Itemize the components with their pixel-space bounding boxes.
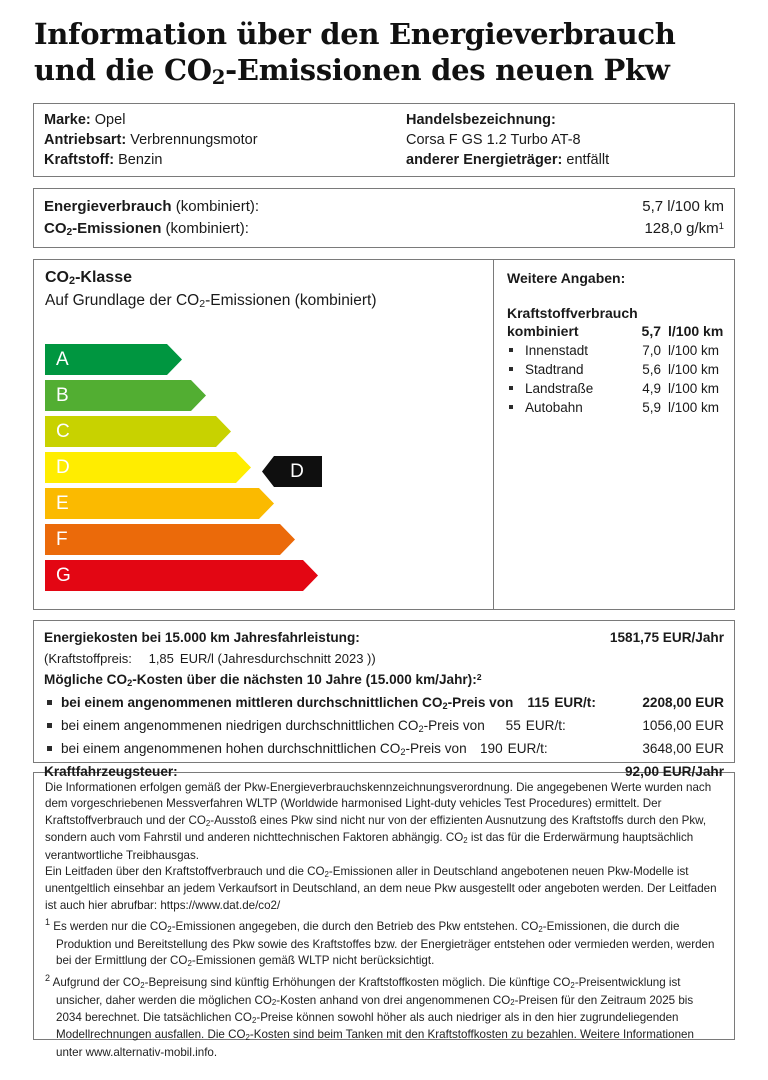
scenario-price: 190 (479, 741, 503, 756)
energy-cost-value: 1581,75 EUR/Jahr (609, 630, 724, 645)
handelsbezeichnung-value: Corsa F GS 1.2 Turbo AT-8 (406, 132, 581, 148)
antriebsart-label: Antriebsart: (44, 132, 127, 148)
handelsbezeichnung-label-row (406, 110, 734, 130)
consumption-summary-box (33, 188, 735, 248)
co2-cost-scenario-1 (44, 692, 724, 715)
co2-emissions-label: $CO_2$-Emissionen (kombiniert): (44, 220, 249, 239)
band-letter: E (56, 493, 69, 514)
consumption-row-value: 4,9 (642, 381, 661, 396)
consumption-row-name: Stadtrand (507, 360, 625, 379)
co2-cost-scenario-2 (44, 715, 724, 738)
scenario-price: 115 (527, 695, 550, 710)
co2-emissions-value: 128,0 $g/km^1$ (644, 220, 724, 237)
marke-label: Marke: (44, 112, 91, 128)
band-letter: F (56, 529, 68, 550)
co2-class-block (33, 259, 735, 610)
energy-cost-label: Energiekosten bei 15.000 km Jahresfahrleistung: (44, 630, 360, 645)
consumption-row-name: Landstraße (507, 379, 625, 398)
scenario-text: bei einem angenommenen niedrigen durchschnittlichen $CO_2$-Preis von 55 EUR/t: (44, 715, 566, 738)
kraftstoff-label: Kraftstoff: (44, 152, 115, 168)
consumption-row-innenstadt (507, 341, 734, 360)
vehicle-identity-box (33, 103, 735, 177)
antriebsart-value: Verbrennungsmotor (130, 132, 258, 148)
scenario-amount: 2208,00 EUR (642, 695, 724, 710)
co2-class-band-g (45, 560, 345, 591)
consumption-row-value: 5,6 (642, 362, 661, 377)
handelsbezeichnung-value-row (406, 130, 734, 150)
co2-costs-heading: Mögliche $CO_2$-Kosten über die nächsten 10 Jahre (15.000 km/Jahr):$^2$ (44, 672, 482, 689)
co2-class-band-b (45, 380, 345, 411)
band-arrow-shape (45, 560, 318, 591)
consumption-row-value: 5,9 (642, 400, 661, 415)
scenario-text: bei einem angenommenen hohen durchschnittlichen $CO_2$-Preis von 190 EUR/t: (44, 738, 548, 761)
co2-cost-scenario-3 (44, 738, 724, 761)
consumption-row-name: kombiniert (507, 323, 579, 339)
consumption-row-autobahn (507, 398, 734, 417)
consumption-row-stadtrand (507, 360, 734, 379)
consumption-row-unit: l/100 km (668, 381, 720, 396)
marke-value: Opel (94, 112, 126, 128)
band-arrow-shape (45, 380, 206, 411)
co2-emissions-row (44, 218, 724, 242)
co2-class-band-e (45, 488, 345, 519)
energy-consumption-label: Energieverbrauch (kombiniert): (44, 198, 260, 215)
consumption-row-unit: l/100 km (668, 362, 720, 377)
co2-class-scale-panel (34, 260, 493, 609)
costs-box (33, 620, 735, 779)
consumption-row-name: Autobahn (507, 398, 625, 417)
consumption-row-name: Innenstadt (507, 341, 625, 360)
note-paragraph-1: Die Informationen erfolgen gemäß der Pkw-Energieverbrauchskennzeichnungsverordnung. Die angegebenen Werte wurden nach dem vorgeschriebenen Messverfahren WLTP (Worldwide harmonised Light-duty vehicles Test Procedures) ermittelt. Der Kraftstoffverbrauch und der $CO_2$-Ausstoß eines Pkw sind nicht nur von der effizienten Ausnutzung des Kraftstoffs durch den Pkw, sondern auch vom Fahrstil und anderen nichttechnischen Faktoren abhängig. $CO_2$ ist das für die Erderwärmung hauptsächlich verantwortliche Treibhausgas. (45, 781, 712, 862)
note-paragraph-2: Ein Leitfaden über den Kraftstoffverbrauch und die $CO_2$-Emissionen aller in Deutschland angebotenen neuen Pkw-Modelle ist unentgeltlich einsehbar an jedem Verkaufsort in Deutschland, an dem neue Pkw ausgestellt oder angeboten werden. Der Leitfaden ist auch hier abrufbar: https://www.dat.de/co2/ (45, 865, 717, 912)
energy-consumption-value: 5,7 l/100 km (642, 198, 724, 215)
anderer-energietraeger-value: entfällt (566, 152, 610, 168)
kraftstoff-row (44, 150, 384, 170)
band-letter: C (56, 421, 70, 442)
weitere-angaben-panel (493, 260, 734, 609)
consumption-row-value: 5,7 (641, 323, 661, 339)
marke-row (44, 110, 384, 130)
consumption-row-unit: l/100 km (668, 400, 720, 415)
consumption-row-value: 7,0 (642, 343, 661, 358)
kraftstoffverbrauch-rows (507, 322, 734, 417)
band-arrow-shape (45, 452, 251, 483)
energy-cost-row (44, 627, 724, 648)
anderer-energietraeger-label: anderer Energieträger: (406, 152, 563, 168)
scenario-unit: EUR/t: (525, 718, 566, 733)
identity-right-column (384, 110, 734, 176)
co2-class-band-a (45, 344, 345, 375)
fuel-price-row (44, 648, 724, 669)
co2-class-subheading: Auf Grundlage der $CO_2$-Emissionen (kombiniert) (45, 292, 377, 311)
handelsbezeichnung-label: Handelsbezeichnung: (406, 112, 556, 128)
band-letter: A (56, 349, 69, 370)
anderer-energietraeger-row (406, 150, 734, 170)
co2-class-heading: $CO_2$-Klasse (45, 269, 132, 288)
co2-class-marker (262, 456, 322, 487)
page-title-line2: und die $CO_2$-Emissionen des neuen Pkw (34, 53, 670, 90)
consumption-row-landstraße (507, 379, 734, 398)
band-letter: D (56, 457, 70, 478)
scenario-unit: EUR/t: (507, 741, 548, 756)
co2-class-band-c (45, 416, 345, 447)
co2-cost-scenarios (44, 692, 724, 761)
page-title (33, 0, 735, 91)
consumption-row-unit: l/100 km (668, 343, 720, 358)
band-arrow-shape (45, 488, 274, 519)
kraftstoffverbrauch-heading: Kraftstoffverbrauch (507, 305, 638, 321)
scenario-amount: 3648,00 EUR (642, 741, 724, 756)
consumption-row-unit: l/100 km (668, 323, 724, 339)
footnote-1: $^1$ Es werden nur die $CO_2$-Emissionen angegeben, die durch den Betrieb des Pkw entstehen. $CO_2$-Emissionen, die durch die Produktion und Bereitstellung des Pkw sowie des Kraftstoffes bzw. der Energieträger entstehen oder vermieden werden, werden bei der Ermittlung der $CO_2$-Emissionen gemäß WLTP nicht berücksichtigt. (45, 917, 715, 968)
band-letter: B (56, 385, 69, 406)
scenario-text: bei einem angenommenen mittleren durchschnittlichen $CO_2$-Preis von 115 EUR/t: (44, 692, 596, 715)
scenario-unit: EUR/t: (554, 695, 596, 710)
scenario-amount: 1056,00 EUR (642, 718, 724, 733)
page-title-line1: Information über den Energieverbrauch (34, 17, 676, 51)
marker-letter: D (290, 461, 304, 482)
legal-notes-box (33, 772, 735, 1059)
co2-costs-heading-row (44, 669, 724, 692)
co2-class-band-f (45, 524, 345, 555)
band-arrow-shape (45, 416, 231, 447)
vehicle-tax-value: 92,00 EUR/Jahr (625, 764, 724, 779)
antriebsart-row (44, 130, 384, 150)
energy-consumption-row (44, 196, 724, 218)
weitere-angaben-heading: Weitere Angaben: (507, 270, 626, 286)
band-arrow-shape (45, 524, 295, 555)
scenario-price: 55 (505, 718, 521, 733)
band-letter: G (56, 565, 71, 586)
identity-left-column (34, 110, 384, 176)
consumption-row-kombiniert (507, 322, 734, 341)
kraftstoff-value: Benzin (118, 152, 163, 168)
footnote-2: $^2$ Aufgrund der $CO_2$-Bepreisung sind künftig Erhöhungen der Kraftstoffkosten möglich. Die künftige $CO_2$-Preisentwicklung ist unsicher, daher werden die möglichen $CO_2$-Kosten anhand von drei angenommenen $CO_2$-Preisen für den Zeitraum 2025 bis 2034 berechnet. Die tatsächlichen $CO_2$-Preise können sowohl höher als auch niedriger als in den hier zugrundeliegenden Modellrechnungen ausfallen. Die $CO_2$-Kosten sind beim Tanken mit den Kraftstoffkosten zu bezahlen. Weitere Informationen unter www.alternativ-mobil.info. (45, 973, 694, 1059)
vehicle-tax-label: Kraftfahrzeugsteuer: (44, 764, 178, 779)
fuel-price-text: (Kraftstoffpreis: 1,85 EUR/l (Jahresdurchschnitt 2023 )) (44, 651, 376, 666)
